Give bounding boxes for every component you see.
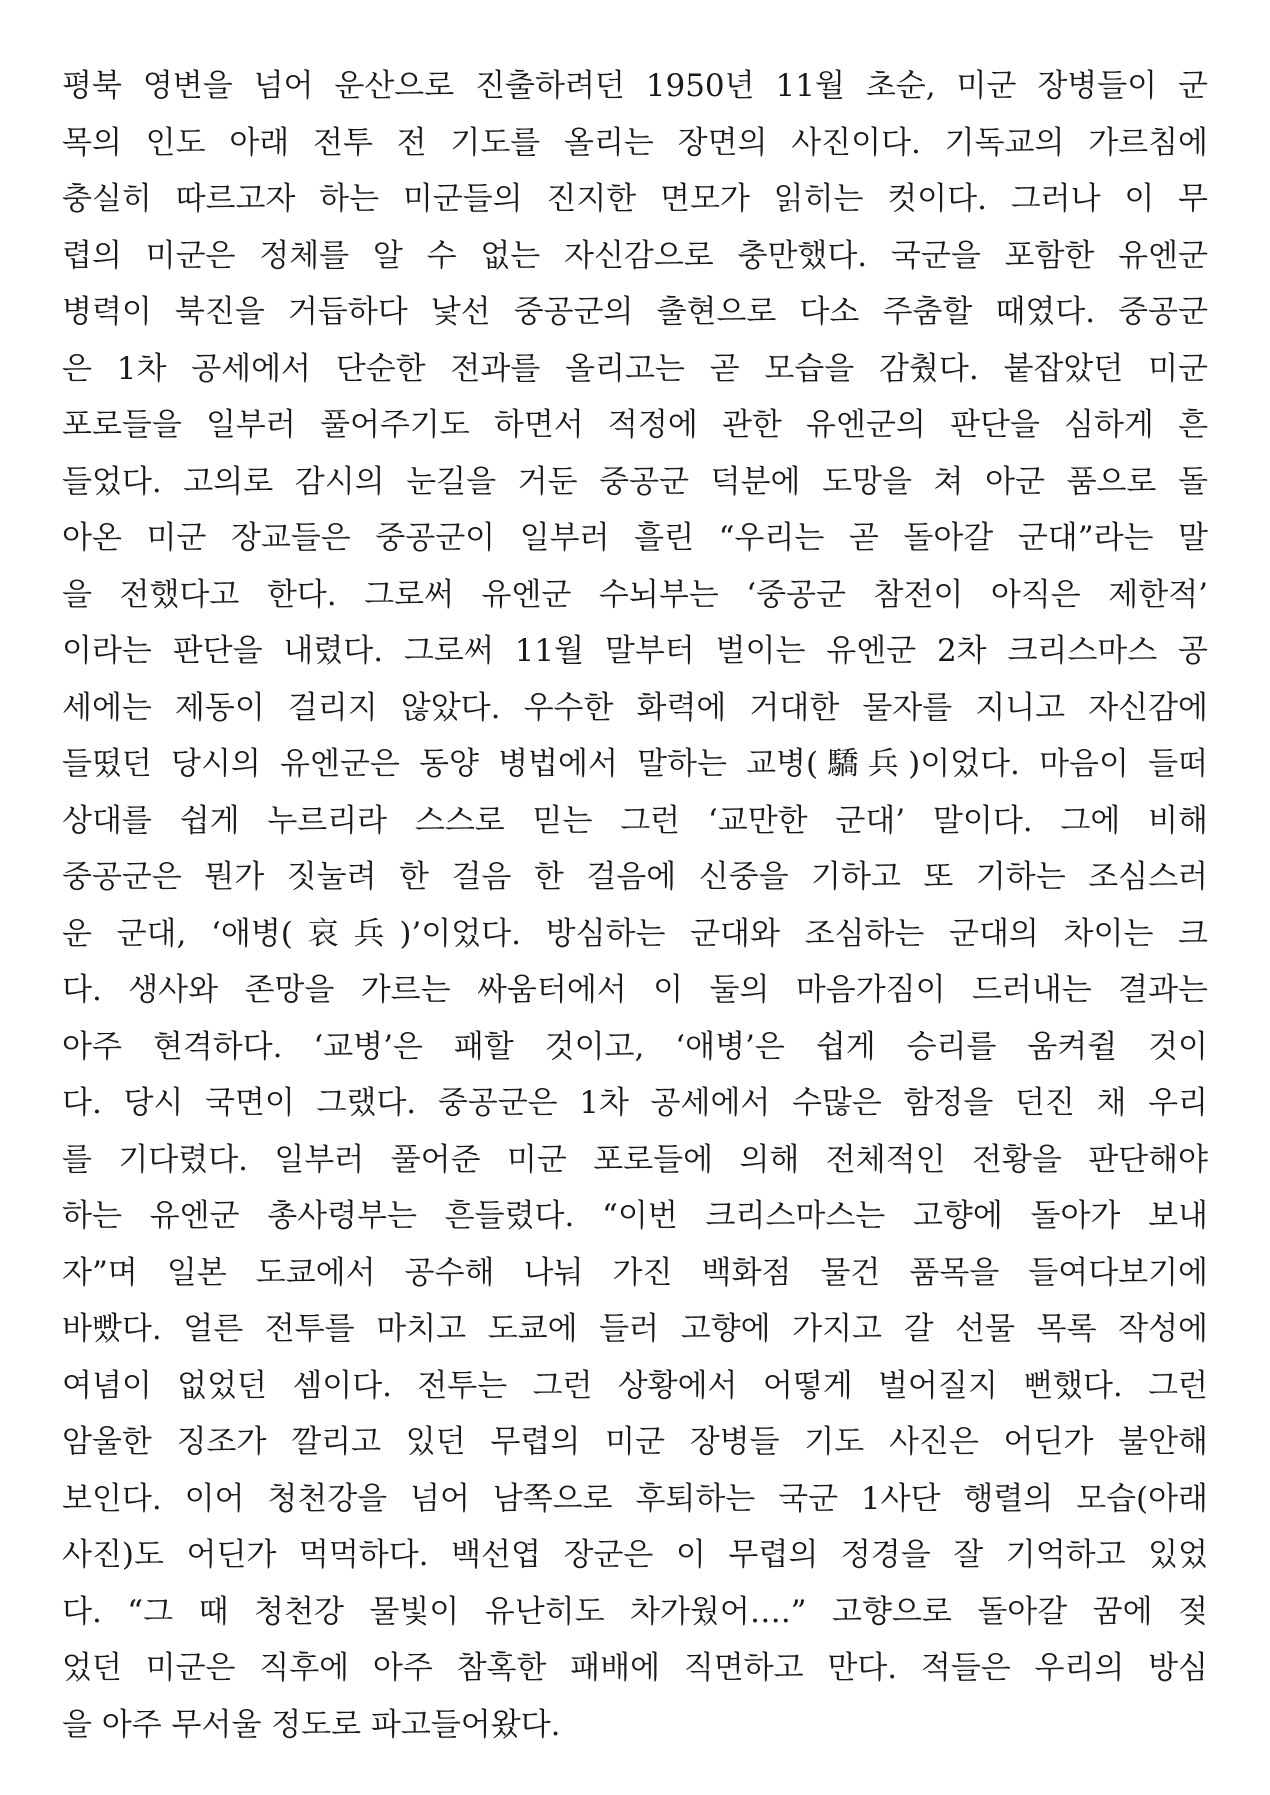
text-line-last: 을 아주 무서울 정도로 파고들어왔다.: [62, 1706, 561, 1743]
text-line: 여념이 없었던 셈이다. 전투는 그런 상황에서 어떻게 벌어질지 뻔했다. 그런: [62, 1367, 1208, 1404]
text-line: 렵의 미군은 정체를 알 수 없는 자신감으로 충만했다. 국군을 포함한 유엔군: [62, 237, 1208, 274]
text-line: 다. “그 때 청천강 물빛이 유난히도 차가웠어….” 고향으로 돌아갈 꿈에 젖: [62, 1593, 1208, 1630]
text-line: 보인다. 이어 청천강을 넘어 남쪽으로 후퇴하는 국군 1사단 행렬의 모습(아래: [62, 1480, 1208, 1517]
text-line: 바빴다. 얼른 전투를 마치고 도쿄에 들러 고향에 가지고 갈 선물 목록 작성에: [62, 1311, 1208, 1347]
text-line: 다. 당시 국면이 그랬다. 중공군은 1차 공세에서 수많은 함정을 던진 채 우리: [62, 1085, 1208, 1121]
text-line: 병력이 북진을 거듭하다 낯선 중공군의 출현으로 다소 주춤할 때였다. 중공군: [62, 294, 1208, 330]
text-line: 하는 유엔군 총사령부는 흔들렸다. “이번 크리스마스는 고향에 돌아가 보내: [62, 1198, 1208, 1234]
text-line: 세에는 제동이 걸리지 않았다. 우수한 화력에 거대한 물자를 지니고 자신감에: [62, 689, 1208, 726]
text-line: 사진)도 어딘가 먹먹하다. 백선엽 장군은 이 무렵의 정경을 잘 기억하고 있었: [62, 1537, 1208, 1573]
text-line: 중공군은 뭔가 짓눌려 한 걸음 한 걸음에 신중을 기하고 또 기하는 조심스러: [62, 859, 1208, 895]
text-line: 를 기다렸다. 일부러 풀어준 미군 포로들에 의해 전체적인 전황을 판단해야: [62, 1141, 1208, 1178]
text-line: 암울한 징조가 깔리고 있던 무렵의 미군 장병들 기도 사진은 어딘가 불안해: [62, 1424, 1208, 1460]
text-line: 평북 영변을 넘어 운산으로 진출하려던 1950년 11월 초순, 미군 장병들이 군: [62, 68, 1208, 104]
text-line: 들떴던 당시의 유엔군은 동양 병법에서 말하는 교병(驕兵)이었다. 마음이 들떠: [62, 746, 1208, 782]
text-line: 목의 인도 아래 전투 전 기도를 올리는 장면의 사진이다. 기독교의 가르침에: [62, 124, 1208, 161]
text-line: 들었다. 고의로 감시의 눈길을 거둔 중공군 덕분에 도망을 쳐 아군 품으로 돌: [62, 463, 1208, 500]
text-line: 상대를 쉽게 누르리라 스스로 믿는 그런 ‘교만한 군대’ 말이다. 그에 비해: [62, 802, 1208, 839]
text-line: 자”며 일본 도쿄에서 공수해 나눠 가진 백화점 물건 품목을 들여다보기에: [62, 1254, 1208, 1291]
text-line: 아온 미군 장교들은 중공군이 일부러 흘린 “우리는 곧 돌아갈 군대”라는 말: [62, 520, 1208, 556]
text-line: 은 1차 공세에서 단순한 전과를 올리고는 곧 모습을 감췄다. 붙잡았던 미군: [62, 350, 1208, 387]
text-line: 다. 생사와 존망을 가르는 싸움터에서 이 둘의 마음가짐이 드러내는 결과는: [62, 972, 1208, 1008]
text-line: 었던 미군은 직후에 아주 참혹한 패배에 직면하고 만다. 적들은 우리의 방심: [62, 1650, 1208, 1686]
text-line: 아주 현격하다. ‘교병’은 패할 것이고, ‘애병’은 쉽게 승리를 움켜쥘 것이: [62, 1028, 1208, 1065]
text-line: 운 군대, ‘애병(哀兵)’이었다. 방심하는 군대와 조심하는 군대의 차이는 크: [62, 915, 1208, 952]
text-line: 충실히 따르고자 하는 미군들의 진지한 면모가 읽히는 컷이다. 그러나 이 무: [62, 181, 1208, 217]
text-line: 을 전했다고 한다. 그로써 유엔군 수뇌부는 ‘중공군 참전이 아직은 제한적’: [62, 576, 1208, 613]
text-line: 포로들을 일부러 풀어주기도 하면서 적정에 관한 유엔군의 판단을 심하게 흔: [62, 407, 1208, 443]
text-line: 이라는 판단을 내렸다. 그로써 11월 말부터 벌이는 유엔군 2차 크리스마스 공: [62, 633, 1208, 669]
article-text: [62, 58, 1208, 1753]
